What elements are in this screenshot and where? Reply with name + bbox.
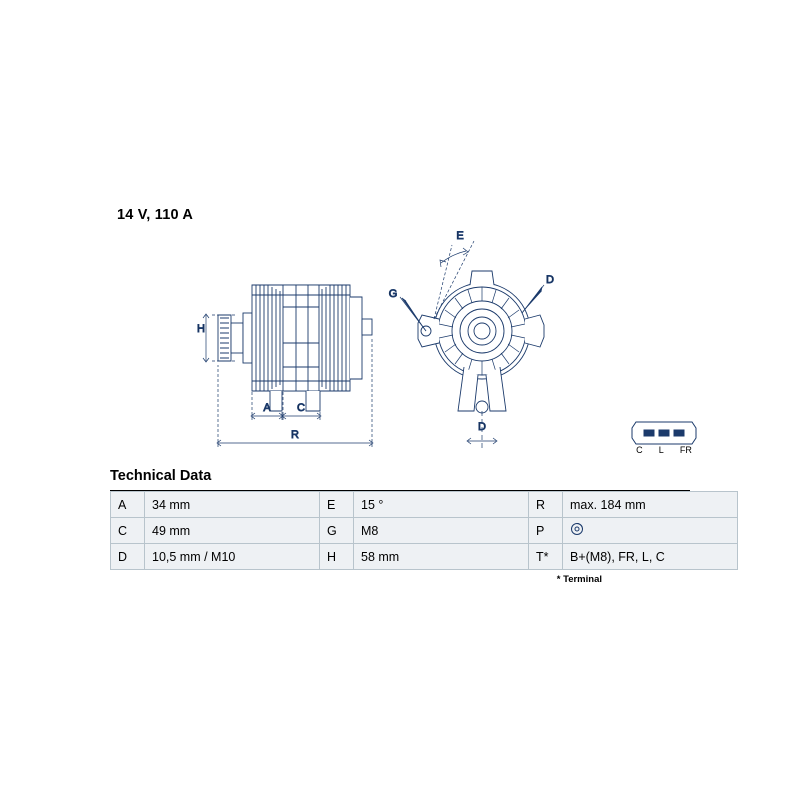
dim-label-R: R: [291, 429, 299, 441]
spec-value: 10,5 mm / M10: [145, 544, 320, 570]
spec-value: 34 mm: [145, 492, 320, 518]
spec-key: H: [320, 544, 354, 570]
technical-data-section: [110, 468, 690, 585]
dim-label-A: A: [263, 402, 271, 414]
spec-key: P: [529, 518, 563, 544]
table-row: [111, 492, 738, 518]
spec-value: B+(M8), FR, L, C: [563, 544, 738, 570]
spec-value: M8: [354, 518, 529, 544]
page-title: 14 V, 110 A: [117, 207, 194, 223]
technical-data-heading: Technical Data: [110, 468, 690, 491]
pulley-icon: [570, 522, 584, 536]
technical-data-table: [110, 491, 738, 570]
connector-pin-labels: [628, 445, 700, 455]
table-row: [111, 518, 738, 544]
table-footnote: * Terminal: [556, 574, 602, 585]
product-drawing: [100, 215, 700, 465]
spec-key: T*: [529, 544, 563, 570]
spec-value: 49 mm: [145, 518, 320, 544]
dim-label-C: C: [297, 402, 305, 414]
front-view-group: [418, 271, 544, 413]
table-row: [111, 544, 738, 570]
spec-key: C: [111, 518, 145, 544]
dim-label-G: G: [388, 288, 398, 300]
spec-value: max. 184 mm: [563, 492, 738, 518]
spec-key: G: [320, 518, 354, 544]
pin-label-c: C: [636, 445, 643, 455]
dim-label-H: H: [197, 323, 205, 335]
pin-label-fr: FR: [679, 445, 692, 455]
dim-label-P: D: [546, 274, 554, 286]
pin-label-l: L: [658, 445, 664, 455]
spec-value: 15 °: [354, 492, 529, 518]
dim-label-E: E: [456, 230, 464, 242]
dim-label-D: D: [478, 421, 486, 433]
spec-key: D: [111, 544, 145, 570]
spec-key: R: [529, 492, 563, 518]
spec-key: A: [111, 492, 145, 518]
side-view-group: [218, 285, 372, 411]
spec-value-pulley-icon: [563, 518, 738, 544]
spec-key: E: [320, 492, 354, 518]
drawing-svg: [100, 215, 700, 465]
spec-value: 58 mm: [354, 544, 529, 570]
